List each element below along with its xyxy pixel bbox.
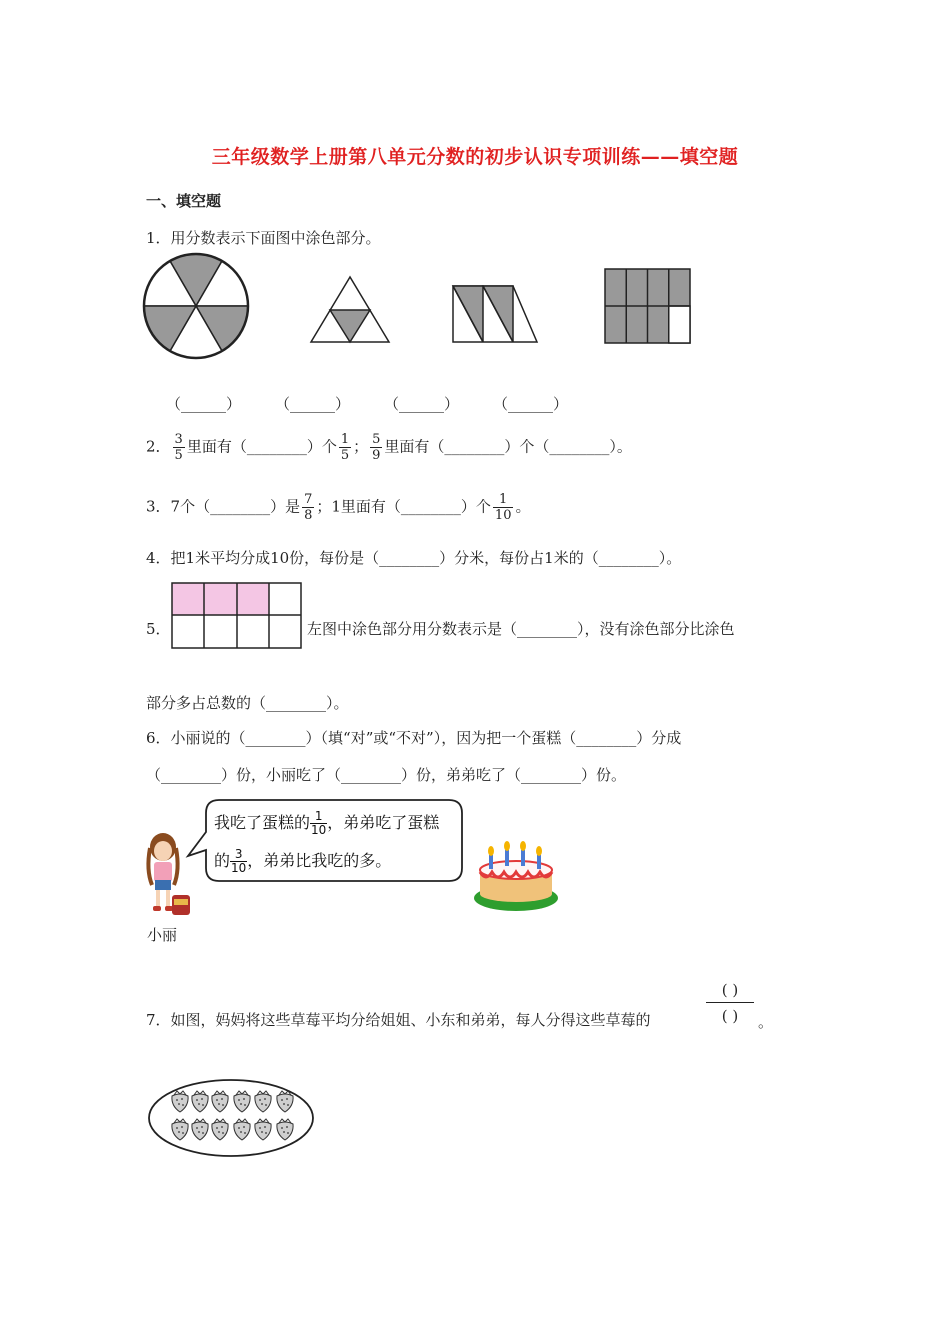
girl-name-label: 小丽 (147, 926, 178, 944)
q2-number: 2． (146, 437, 171, 456)
q3-text-2[interactable]: ；1里面有（________）个 (316, 497, 491, 516)
q1-answer-blank-2[interactable]: （______） (275, 395, 351, 413)
fraction: $\frac{5}{9}$ (372, 432, 381, 463)
q5-text-continued[interactable]: 部分多占总数的（________）。 (146, 694, 349, 712)
q7-numerator-blank[interactable]: ( ) (706, 980, 754, 1003)
bubble-line-2: 的 $\frac{3}{10}$ ，弟弟比我吃的多。 (214, 847, 392, 875)
question-2: 2． $\frac{3}{5}$ 里面有（________）个 $\frac{1}{5}$ ； $\frac{5}{9}$ 里面有（________）个（________）。 (146, 432, 632, 463)
q5-number: 5． (146, 620, 171, 638)
q3-text-1[interactable]: 3．7个（________）是 (146, 497, 301, 516)
page-title: 三年级数学上册第八单元分数的初步认识专项训练——填空题 (211, 146, 739, 168)
section-heading: 一、填空题 (146, 192, 222, 210)
q2-text-1[interactable]: 里面有（________）个 (186, 437, 337, 456)
fraction: $\frac{1}{10}$ (494, 492, 512, 523)
fraction: $\frac{1}{10}$ (311, 809, 327, 837)
q2-text-3[interactable]: 里面有（________）个（________）。 (384, 437, 632, 456)
q6-line-2[interactable]: （________）份，小丽吃了（________）份，弟弟吃了（________）份。 (146, 766, 627, 784)
fraction: $\frac{3}{5}$ (174, 432, 183, 463)
q1-answer-blank-1[interactable]: （______） (166, 395, 242, 413)
q5-text[interactable]: 左图中涂色部分用分数表示是（________），没有涂色部分比涂色 (307, 620, 735, 638)
fraction: $\frac{3}{10}$ (231, 847, 247, 875)
question-4[interactable]: 4．把1米平均分成10份，每份是（________）分米，每份占1米的（________）。 (146, 549, 682, 567)
q7-denominator-blank[interactable]: ( ) (721, 1007, 739, 1025)
question-1-text: 1．用分数表示下面图中涂色部分。 (146, 229, 381, 247)
fraction: $\frac{7}{8}$ (304, 492, 313, 523)
fraction: $\frac{1}{5}$ (340, 432, 350, 463)
q7-period: 。 (758, 1013, 774, 1031)
q1-answer-blank-4[interactable]: （______） (493, 395, 569, 413)
q7-text: 7．如图，妈妈将这些草莓平均分给姐姐、小东和弟弟，每人分得这些草莓的 (146, 1011, 651, 1029)
question-3: 3．7个（________）是 $\frac{7}{8}$ ；1里面有（________）个 $\frac{1}{10}$ 。 (146, 492, 531, 523)
q6-line-1[interactable]: 6．小丽说的（________）（填“对”或“不对”），因为把一个蛋糕（________）分成 (146, 729, 682, 747)
bubble-line-1: 我吃了蛋糕的 $\frac{1}{10}$ ，弟弟吃了蛋糕 (214, 809, 440, 837)
q1-answer-blank-3[interactable]: （______） (384, 395, 460, 413)
